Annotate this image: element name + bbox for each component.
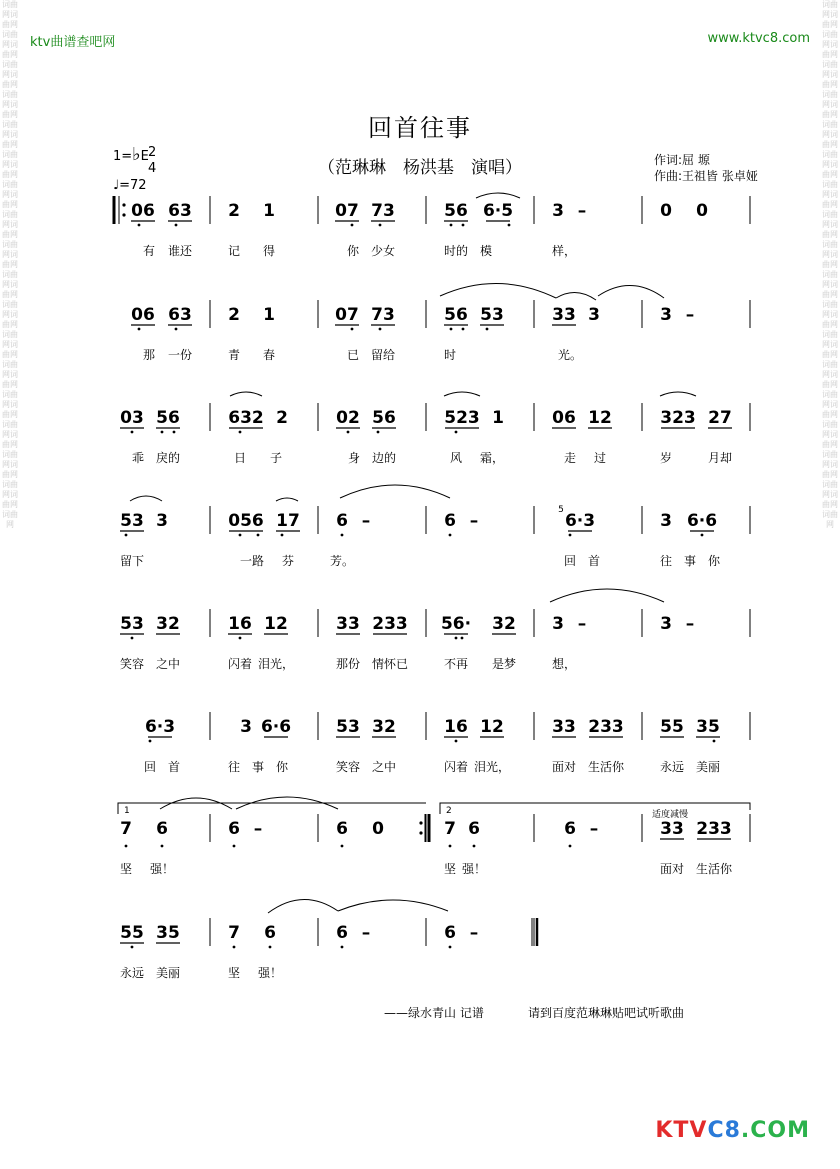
note-group: 3 [552, 614, 564, 634]
note-group: 632 [228, 408, 264, 428]
note-group: 3 [156, 511, 168, 531]
lyric-syllable: 强！ [149, 862, 175, 876]
side-watermark-right: 词曲网词曲网词曲网词曲网词曲网词曲网词曲网词曲网词曲网词曲网词曲网词曲网词曲网词曲网词曲网词曲网词曲网词曲网词曲网词曲网词曲网词曲网词曲网词曲网词曲网词曲网词曲网词曲网词曲网词曲网词曲网词曲网词曲网词曲网词曲网 [822, 0, 838, 529]
lyric-syllable: 一份 [167, 348, 193, 362]
note-group: 07 [335, 201, 359, 221]
lyric-syllable: 走 [563, 451, 577, 465]
lyric-syllable: 之中 [371, 760, 397, 774]
octave-dot [138, 224, 141, 227]
note-group: 56 [444, 201, 468, 221]
tempo-mark [113, 178, 147, 193]
octave-dot [233, 845, 236, 848]
slur [660, 392, 696, 396]
note-group: 0 [696, 201, 708, 221]
octave-dot [281, 534, 284, 537]
flat-icon: ♭ [132, 144, 141, 165]
lyric-syllable: 有 [142, 244, 156, 258]
octave-dot [257, 534, 260, 537]
repeat-dot [419, 831, 422, 834]
quarter-note-icon: ♩ [113, 178, 120, 193]
note-group: 73 [371, 305, 395, 325]
note-group: 3 [660, 511, 672, 531]
note-group: 06 [131, 201, 155, 221]
note-group: 56 [372, 408, 396, 428]
note-group: – [577, 614, 587, 634]
octave-dot [351, 328, 354, 331]
note-group: 323 [660, 408, 696, 428]
slur [338, 900, 448, 911]
lyric-syllable: 已 [346, 348, 360, 362]
lyric-syllable: 回 [563, 554, 577, 568]
octave-dot [461, 637, 464, 640]
octave-dot [131, 637, 134, 640]
lyric-syllable: 永远 [659, 760, 685, 774]
note-group: 233 [696, 819, 732, 839]
note-group: 0 [372, 819, 384, 839]
note-group: 6 [264, 923, 276, 943]
note-group: 6 [336, 819, 348, 839]
note-group: – [577, 201, 587, 221]
ending-2-bracket [440, 803, 750, 814]
octave-dot [149, 740, 152, 743]
octave-dot [377, 431, 380, 434]
lyric-syllable: 边的 [371, 451, 397, 465]
transcriber-credit: ——绿水青山 记谱 [384, 1006, 484, 1020]
lyric-syllable: 面对 [659, 862, 685, 876]
octave-dot [569, 534, 572, 537]
key-note: E [140, 149, 149, 164]
note-group: 16 [228, 614, 252, 634]
octave-dot [449, 845, 452, 848]
octave-dot [175, 328, 178, 331]
time-bottom: 4 [148, 161, 157, 176]
side-watermark-left: 词曲网词曲网词曲网词曲网词曲网词曲网词曲网词曲网词曲网词曲网词曲网词曲网词曲网词曲网词曲网词曲网词曲网词曲网词曲网词曲网词曲网词曲网词曲网词曲网词曲网词曲网词曲网词曲网词曲网词曲网词曲网词曲网词曲网词曲网词曲网 [2, 0, 18, 529]
slur [476, 193, 520, 198]
lyric-syllable: 美丽 [695, 760, 721, 774]
note-group: 56 [444, 305, 468, 325]
octave-dot [131, 946, 134, 949]
note-group: 63 [168, 305, 192, 325]
note-group: 2 [276, 408, 288, 428]
lyric-syllable: 事 [683, 554, 697, 568]
note-group: 56 [156, 408, 180, 428]
note-group: 33 [552, 717, 576, 737]
note-group: 6·3 [564, 511, 596, 531]
octave-dot [450, 328, 453, 331]
lyric-syllable: 想， [551, 657, 577, 671]
octave-dot [455, 637, 458, 640]
lyric-syllable: 往 [659, 554, 673, 568]
note-group: 233 [372, 614, 408, 634]
logo-part-2: C8 [707, 1118, 741, 1143]
slur [556, 292, 596, 300]
lyric-syllable: 青 [227, 348, 241, 362]
tempo-value: =72 [119, 178, 147, 193]
note-group: 6 [156, 819, 168, 839]
note-group: 7 [228, 923, 240, 943]
lyric-syllable: 回 [143, 760, 157, 774]
song-title: 回首往事 [368, 114, 472, 142]
note-group: – [253, 819, 263, 839]
note-group: 16 [444, 717, 468, 737]
note-group: 1 [263, 305, 275, 325]
lyric-syllable: 笑容 [335, 760, 361, 774]
lyric-syllable: 一路 [239, 554, 265, 568]
note-group: 3 [552, 201, 564, 221]
credits [654, 152, 758, 184]
octave-dot [486, 328, 489, 331]
lyric-syllable: 坚 [119, 862, 133, 876]
time-top: 2 [148, 145, 157, 160]
octave-dot [125, 534, 128, 537]
note-group: 056 [228, 511, 264, 531]
lyric-syllable: 你 [346, 244, 360, 258]
lyric-syllable: 身 [347, 451, 361, 465]
note-group: – [361, 511, 371, 531]
key-signature [113, 144, 149, 165]
octave-dot [462, 224, 465, 227]
ending-1-label: 1 [124, 806, 130, 816]
lyric-syllable: 那 [142, 348, 156, 362]
note-group: 1 [263, 201, 275, 221]
octave-dot [462, 328, 465, 331]
site-logo [655, 1118, 810, 1143]
lyric-syllable: 生活你 [587, 760, 625, 774]
note-group: 17 [276, 511, 300, 531]
lyric-syllable: 笑容 [119, 657, 145, 671]
note-group: 56· [440, 614, 472, 634]
repeat-dot [122, 213, 125, 216]
lyric-syllable: 闪着 [227, 657, 253, 671]
octave-dot [138, 328, 141, 331]
lyric-syllable: 戾的 [155, 451, 181, 465]
note-group: 523 [444, 408, 480, 428]
lyric-syllable: 时 [443, 348, 457, 362]
note-group: 3 [660, 305, 672, 325]
note-group: 6·5 [482, 201, 514, 221]
lyric-syllable: 生活你 [695, 862, 733, 876]
octave-dot [449, 534, 452, 537]
note-group: 12 [264, 614, 288, 634]
key-prefix: 1= [113, 149, 133, 164]
lyric-syllable: 得 [262, 244, 276, 258]
note-group: 06 [552, 408, 576, 428]
lyric-syllable: 样， [551, 244, 577, 258]
note-group: 53 [120, 511, 144, 531]
octave-dot [239, 431, 242, 434]
note-group: 6 [228, 819, 240, 839]
note-group: 6·3 [144, 717, 176, 737]
lyric-syllable: 首 [167, 760, 181, 774]
lyric-syllable: 留下 [119, 554, 145, 568]
lyric-syllable: 芬 [281, 554, 295, 568]
ending-2-label: 2 [446, 806, 452, 816]
note-group: 27 [708, 408, 732, 428]
lyric-syllable: 光。 [557, 348, 583, 362]
note-group: 6 [468, 819, 480, 839]
octave-dot [569, 845, 572, 848]
octave-dot [450, 224, 453, 227]
note-group: 3 [240, 717, 252, 737]
logo-part-1: KTV [655, 1118, 708, 1143]
octave-dot [161, 431, 164, 434]
note-group: – [361, 923, 371, 943]
octave-dot [239, 534, 242, 537]
note-group: – [685, 614, 695, 634]
singers-line: （范琳琳 杨洪基 演唱） [318, 158, 522, 178]
note-group: 32 [372, 717, 396, 737]
note-group: 1 [492, 408, 504, 428]
repeat-dot [122, 203, 125, 206]
lyric-syllable: 泪光， [473, 760, 511, 774]
lyric-syllable: 永远 [119, 966, 145, 980]
lyricist: 作词:屈 塬 [654, 153, 710, 167]
grace-note: 5 [558, 505, 564, 515]
note-group: – [589, 819, 599, 839]
repeat-dot [419, 821, 422, 824]
note-group: 6 [336, 511, 348, 531]
octave-dot [455, 431, 458, 434]
note-group: 3 [660, 614, 672, 634]
lyric-syllable: 坚 [227, 966, 241, 980]
lyric-syllable: 你 [707, 554, 721, 568]
lyric-syllable: 是梦 [491, 657, 517, 671]
note-group: 6 [564, 819, 576, 839]
slur [340, 485, 450, 498]
octave-dot [131, 431, 134, 434]
note-group: 02 [336, 408, 360, 428]
slur [598, 285, 664, 298]
octave-dot [379, 328, 382, 331]
note-group: 6 [444, 923, 456, 943]
lyric-syllable: 乖 [131, 451, 145, 465]
lyric-syllable: 往 [227, 760, 241, 774]
lyric-syllable: 霜， [479, 451, 505, 465]
note-group: 7 [120, 819, 132, 839]
octave-dot [173, 431, 176, 434]
note-group: – [469, 511, 479, 531]
octave-dot [701, 534, 704, 537]
slur [550, 589, 664, 602]
lyric-syllable: 芳。 [329, 554, 355, 568]
octave-dot [161, 845, 164, 848]
note-group: 33 [660, 819, 684, 839]
note-group: 07 [335, 305, 359, 325]
octave-dot [455, 740, 458, 743]
site-name-header: ktv曲谱查吧网 [30, 35, 116, 50]
note-group: 12 [588, 408, 612, 428]
lyric-syllable: 月却 [707, 451, 733, 465]
lyric-syllable: 春 [262, 348, 276, 362]
lyric-syllable: 时的 [443, 244, 469, 258]
lyric-syllable: 强！ [257, 966, 283, 980]
lyric-syllable: 美丽 [155, 966, 181, 980]
octave-dot [473, 845, 476, 848]
listen-note: 请到百度范琳琳贴吧试听歌曲 [528, 1006, 685, 1020]
lyric-syllable: 坚 [443, 862, 457, 876]
octave-dot [508, 224, 511, 227]
note-group: 53 [480, 305, 504, 325]
lyric-syllable: 少女 [370, 244, 396, 258]
octave-dot [341, 534, 344, 537]
note-group: 53 [120, 614, 144, 634]
note-group: 06 [131, 305, 155, 325]
octave-dot [341, 946, 344, 949]
lyric-syllable: 日 [233, 451, 247, 465]
note-group: – [685, 305, 695, 325]
site-url-header[interactable]: www.ktvc8.com [707, 31, 810, 46]
slur [160, 798, 232, 809]
octave-dot [713, 740, 716, 743]
note-group: 7 [444, 819, 456, 839]
note-group: 6 [336, 923, 348, 943]
octave-dot [347, 431, 350, 434]
note-group: 55 [120, 923, 144, 943]
note-group: – [469, 923, 479, 943]
note-group: 0 [660, 201, 672, 221]
octave-dot [351, 224, 354, 227]
slur [440, 283, 556, 298]
octave-dot [449, 946, 452, 949]
note-group: 35 [696, 717, 720, 737]
note-group: 2 [228, 305, 240, 325]
octave-dot [239, 637, 242, 640]
note-group: 33 [552, 305, 576, 325]
octave-dot [175, 224, 178, 227]
note-group: 55 [660, 717, 684, 737]
note-group: 3 [588, 305, 600, 325]
lyric-syllable: 风 [449, 451, 463, 465]
slur [236, 797, 338, 809]
note-group: 35 [156, 923, 180, 943]
note-group: 12 [480, 717, 504, 737]
lyric-syllable: 之中 [155, 657, 181, 671]
note-group: 6 [444, 511, 456, 531]
lyric-syllable: 模 [479, 244, 493, 258]
octave-dot [379, 224, 382, 227]
lyric-syllable: 那份 [335, 657, 361, 671]
note-group: 6·6 [686, 511, 718, 531]
lyric-syllable: 不再 [443, 657, 469, 671]
time-signature [148, 145, 156, 177]
octave-dot [269, 946, 272, 949]
slur [230, 392, 262, 396]
tempo-change-mark: 适度减慢 [652, 810, 689, 820]
lyric-syllable: 留给 [370, 348, 396, 362]
slur [130, 496, 162, 501]
lyric-syllable: 记 [227, 244, 241, 258]
lyric-syllable: 子 [269, 451, 283, 465]
octave-dot [341, 845, 344, 848]
logo-part-3: .COM [740, 1118, 810, 1143]
lyric-syllable: 你 [275, 760, 289, 774]
lyric-syllable: 强！ [461, 862, 487, 876]
note-group: 32 [492, 614, 516, 634]
note-group: 53 [336, 717, 360, 737]
lyric-syllable: 泪光， [257, 657, 295, 671]
lyric-syllable: 首 [587, 554, 601, 568]
slur [268, 899, 338, 913]
lyric-syllable: 岁 [659, 451, 673, 465]
lyric-syllable: 事 [251, 760, 265, 774]
composer: 作曲:王祖皆 张卓娅 [654, 169, 758, 183]
slur [276, 498, 298, 501]
note-group: 03 [120, 408, 144, 428]
octave-dot [125, 845, 128, 848]
note-group: 233 [588, 717, 624, 737]
note-group: 2 [228, 201, 240, 221]
lyric-syllable: 过 [593, 451, 607, 465]
lyric-syllable: 情怀已 [371, 657, 409, 671]
note-group: 73 [371, 201, 395, 221]
ending-1-bracket [118, 803, 426, 814]
note-group: 32 [156, 614, 180, 634]
lyric-syllable: 闪着 [443, 760, 469, 774]
lyric-syllable: 面对 [551, 760, 577, 774]
note-group: 33 [336, 614, 360, 634]
note-group: 63 [168, 201, 192, 221]
slur [444, 392, 480, 396]
note-group: 6·6 [260, 717, 292, 737]
octave-dot [233, 946, 236, 949]
lyric-syllable: 谁还 [167, 244, 193, 258]
